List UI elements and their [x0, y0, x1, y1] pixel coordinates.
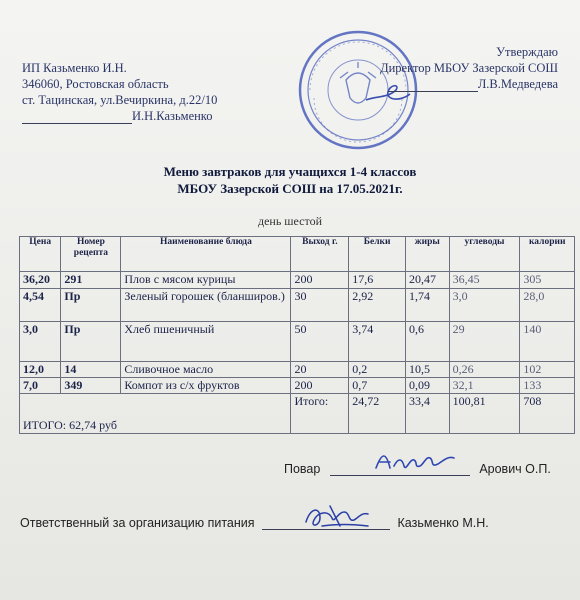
approval-block [380, 44, 558, 92]
approval-position: Директор МБОУ Зазерской СОШ [380, 61, 558, 75]
cook-name: Арович О.П. [479, 462, 551, 476]
header-protein: Белки [349, 237, 406, 272]
table-row [20, 272, 575, 289]
total-calories: 708 [520, 394, 575, 434]
header-output: Выход г. [291, 237, 349, 272]
cell-fat: 1,74 [405, 289, 449, 322]
supplier-name: ИП Казьменко И.Н. [22, 61, 127, 75]
cell-carbs: 29 [449, 322, 520, 362]
cell-fat: 0,6 [405, 322, 449, 362]
cell-price: 4,54 [20, 289, 61, 322]
cell-carbs: 32,1 [449, 378, 520, 394]
approval-label: Утверждаю [496, 45, 558, 59]
menu-title-line-1: Меню завтраков для учащихся 1-4 классов [163, 164, 417, 179]
table-row [20, 378, 575, 394]
menu-day: день шестой [257, 214, 323, 228]
cell-recipe: 291 [61, 272, 121, 289]
cell-price: 36,20 [20, 272, 61, 289]
total-fat: 33,4 [405, 394, 449, 434]
totals-label: Итого: [291, 394, 349, 434]
cook-signature-line [330, 475, 470, 476]
cell-output: 30 [291, 289, 349, 322]
cell-fat: 10,5 [405, 362, 449, 378]
cell-dish: Зеленый горошек (бланширов.) [121, 289, 291, 322]
approval-signatory: Л.В.Медведева [477, 77, 558, 91]
table-row [20, 289, 575, 322]
cell-output: 20 [291, 362, 349, 378]
cell-recipe: Пр [61, 322, 121, 362]
cell-fat: 20,47 [405, 272, 449, 289]
cell-protein: 2,92 [349, 289, 406, 322]
cell-carbs: 0,26 [449, 362, 520, 378]
table-row [20, 362, 575, 378]
menu-table [19, 236, 575, 434]
cell-dish: Сливочное масло [121, 362, 291, 378]
total-carbs: 100,81 [449, 394, 520, 434]
header-calories: калории [520, 237, 575, 272]
supplier-address-2: ст. Тацинская, ул.Вечиркина, д.22/10 [22, 93, 218, 107]
supplier-block [22, 60, 217, 124]
responsible-handwritten-signature [300, 500, 380, 532]
cell-calories: 102 [520, 362, 575, 378]
cell-protein: 17,6 [349, 272, 406, 289]
cell-calories: 28,0 [520, 289, 575, 322]
header-price: Цена [20, 237, 61, 272]
cell-protein: 3,74 [349, 322, 406, 362]
cell-dish: Хлеб пшеничный [121, 322, 291, 362]
menu-title-line-2: МБОУ Зазерской СОШ на 17.05.2021г. [177, 181, 403, 196]
cell-dish: Компот из с/х фруктов [121, 378, 291, 394]
cell-output: 50 [291, 322, 349, 362]
cell-calories: 133 [520, 378, 575, 394]
approval-signature-line [380, 76, 558, 92]
cell-protein: 0,7 [349, 378, 406, 394]
responsible-signature-row [20, 516, 489, 530]
cell-calories: 305 [520, 272, 575, 289]
header-fat: жиры [405, 237, 449, 272]
responsible-label: Ответственный за организацию питания [20, 516, 255, 530]
cell-recipe: 14 [61, 362, 121, 378]
cook-handwritten-signature [372, 448, 462, 474]
cell-output: 200 [291, 272, 349, 289]
supplier-signature-line [22, 108, 217, 124]
cell-recipe: 349 [61, 378, 121, 394]
menu-title [0, 163, 580, 197]
supplier-address-1: 346060, Ростовская область [22, 77, 169, 91]
header-recipe: Номер рецепта [61, 237, 121, 272]
cell-calories: 140 [520, 322, 575, 362]
cell-price: 7,0 [20, 378, 61, 394]
cook-label: Повар [284, 462, 321, 476]
grand-total: ИТОГО: 62,74 руб [20, 394, 291, 434]
supplier-signatory: И.Н.Казьменко [132, 109, 213, 123]
cell-carbs: 3,0 [449, 289, 520, 322]
header-dish: Наименование блюда [121, 237, 291, 272]
table-row [20, 322, 575, 362]
table-header-row [20, 237, 575, 272]
cell-protein: 0,2 [349, 362, 406, 378]
cell-output: 200 [291, 378, 349, 394]
totals-row [20, 394, 575, 434]
cell-dish: Плов с мясом курицы [121, 272, 291, 289]
total-protein: 24,72 [349, 394, 406, 434]
cell-fat: 0,09 [405, 378, 449, 394]
cell-price: 3,0 [20, 322, 61, 362]
cell-recipe: Пр [61, 289, 121, 322]
cell-price: 12,0 [20, 362, 61, 378]
header-carbs: углеводы [449, 237, 520, 272]
responsible-name: Казьменко М.Н. [397, 516, 489, 530]
cell-carbs: 36,45 [449, 272, 520, 289]
